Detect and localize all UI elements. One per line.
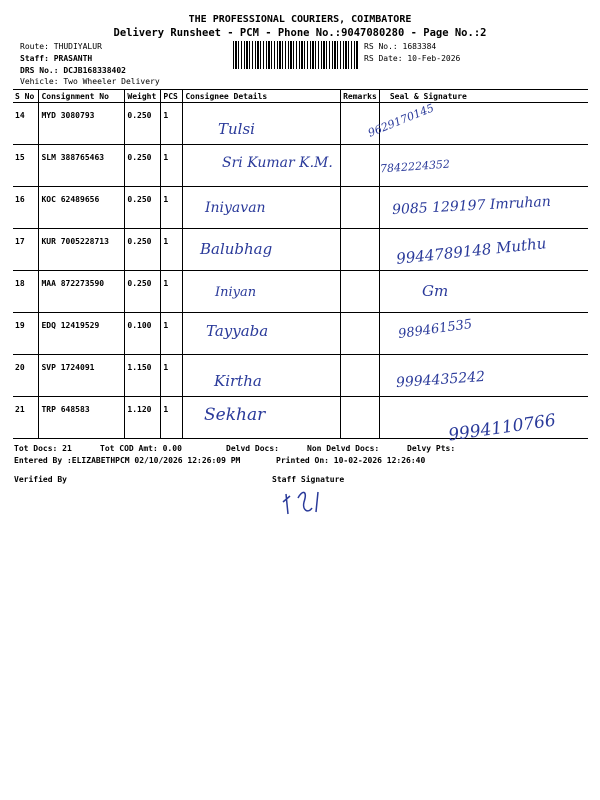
handwritten-consignee-19: Tayyaba <box>206 322 269 340</box>
cell-sno: 21 <box>13 397 39 439</box>
cell-pcs: 1 <box>161 313 183 355</box>
table-row <box>13 271 588 313</box>
handwritten-seal-20: 9994435242 <box>395 368 486 392</box>
cell-weight: 0.250 <box>125 145 161 187</box>
delivered-docs: Delvd Docs: <box>226 444 279 453</box>
handwritten-consignee-21: Sekhar <box>204 405 266 425</box>
cell-weight: 0.100 <box>125 313 161 355</box>
cell-consignment: SVP 1724091 <box>39 355 125 397</box>
rs-date: RS Date: 10-Feb-2026 <box>364 54 461 63</box>
delivery-points: Delvy Pts: <box>407 444 456 453</box>
cell-remarks <box>341 145 380 187</box>
cell-weight: 1.120 <box>125 397 161 439</box>
table-row <box>13 355 588 397</box>
table-row <box>13 103 588 145</box>
cell-pcs: 1 <box>161 271 183 313</box>
cell-seal <box>379 271 588 313</box>
cell-remarks <box>341 355 380 397</box>
handwritten-seal-21: 9994110766 <box>447 410 558 446</box>
cell-weight: 0.250 <box>125 229 161 271</box>
cell-consignment: MYD 3080793 <box>39 103 125 145</box>
handwritten-seal-18: Gm <box>422 282 449 300</box>
cell-sno: 14 <box>13 103 39 145</box>
cell-weight: 0.250 <box>125 187 161 229</box>
cell-remarks <box>341 271 380 313</box>
cell-remarks <box>341 229 380 271</box>
staff-label: Staff: PRASANTH <box>20 54 93 63</box>
handwritten-consignee-15: Sri Kumar K.M. <box>222 155 333 171</box>
col-header-pcs: PCS <box>161 90 183 103</box>
col-header-consignment: Consignment No <box>39 90 125 103</box>
cell-sno: 15 <box>13 145 39 187</box>
staff-signature-mark <box>278 488 338 518</box>
cell-sno: 19 <box>13 313 39 355</box>
non-delivered-docs: Non Delvd Docs: <box>307 444 380 453</box>
rs-number: RS No.: 1683384 <box>364 42 437 51</box>
runsheet-subtitle: Delivery Runsheet - PCM - Phone No.:9047080280 - Page No.:2 <box>113 27 487 39</box>
total-cod-amount: Tot COD Amt: 0.00 <box>100 444 182 453</box>
cell-sno: 17 <box>13 229 39 271</box>
cell-sno: 18 <box>13 271 39 313</box>
route-label: Route: THUDIYALUR <box>20 42 102 51</box>
handwritten-consignee-16: Iniyavan <box>205 200 266 216</box>
runsheet-table <box>13 89 588 439</box>
cell-pcs: 1 <box>161 397 183 439</box>
cell-pcs: 1 <box>161 103 183 145</box>
cell-remarks <box>341 187 380 229</box>
cell-consignment: MAA 872273590 <box>39 271 125 313</box>
company-title: THE PROFESSIONAL COURIERS, COIMBATORE <box>188 14 412 25</box>
cell-pcs: 1 <box>161 229 183 271</box>
cell-consignment: TRP 648583 <box>39 397 125 439</box>
vehicle-label: Vehicle: Two Wheeler Delivery <box>20 77 160 86</box>
staff-signature-label: Staff Signature <box>272 475 345 484</box>
total-docs: Tot Docs: 21 <box>14 444 72 453</box>
table-row <box>13 313 588 355</box>
table-header-row <box>13 90 588 103</box>
drs-label: DRS No.: DCJB168338402 <box>20 66 126 75</box>
cell-consignment: KOC 62489656 <box>39 187 125 229</box>
handwritten-consignee-17: Balubhag <box>200 240 273 258</box>
cell-sno: 20 <box>13 355 39 397</box>
handwritten-seal-14: 9629170145 <box>366 101 436 140</box>
cell-sno: 16 <box>13 187 39 229</box>
handwritten-consignee-18: Iniyan <box>215 285 257 300</box>
col-header-remarks: Remarks <box>341 90 380 103</box>
col-header-consignee: Consignee Details <box>183 90 341 103</box>
cell-remarks <box>341 397 380 439</box>
handwritten-seal-19: 989461535 <box>397 316 474 343</box>
handwritten-seal-17: 9944789148 Muthu <box>395 234 548 268</box>
handwritten-seal-16: 9085 129197 Imruhan <box>391 193 552 219</box>
handwritten-consignee-14: Tulsi <box>218 120 255 138</box>
col-header-sno: S No <box>13 90 39 103</box>
cell-weight: 0.250 <box>125 103 161 145</box>
cell-consignment: KUR 7005228713 <box>39 229 125 271</box>
entered-by: Entered By :ELIZABETHPCM 02/10/2026 12:26:09 PM <box>14 456 241 465</box>
cell-remarks <box>341 313 380 355</box>
barcode <box>233 41 358 69</box>
cell-pcs: 1 <box>161 187 183 229</box>
cell-weight: 1.150 <box>125 355 161 397</box>
handwritten-consignee-20: Kirtha <box>214 372 262 390</box>
handwritten-seal-15: 7842224352 <box>379 157 451 176</box>
verified-by-label: Verified By <box>14 475 67 484</box>
cell-consignee <box>183 103 341 145</box>
cell-pcs: 1 <box>161 355 183 397</box>
cell-pcs: 1 <box>161 145 183 187</box>
cell-consignee <box>183 271 341 313</box>
printed-on: Printed On: 10-02-2026 12:26:40 <box>276 456 426 465</box>
col-header-seal: Seal & Signature <box>379 90 588 103</box>
cell-consignment: EDQ 12419529 <box>39 313 125 355</box>
cell-weight: 0.250 <box>125 271 161 313</box>
cell-consignment: SLM 388765463 <box>39 145 125 187</box>
col-header-weight: Weight <box>125 90 161 103</box>
